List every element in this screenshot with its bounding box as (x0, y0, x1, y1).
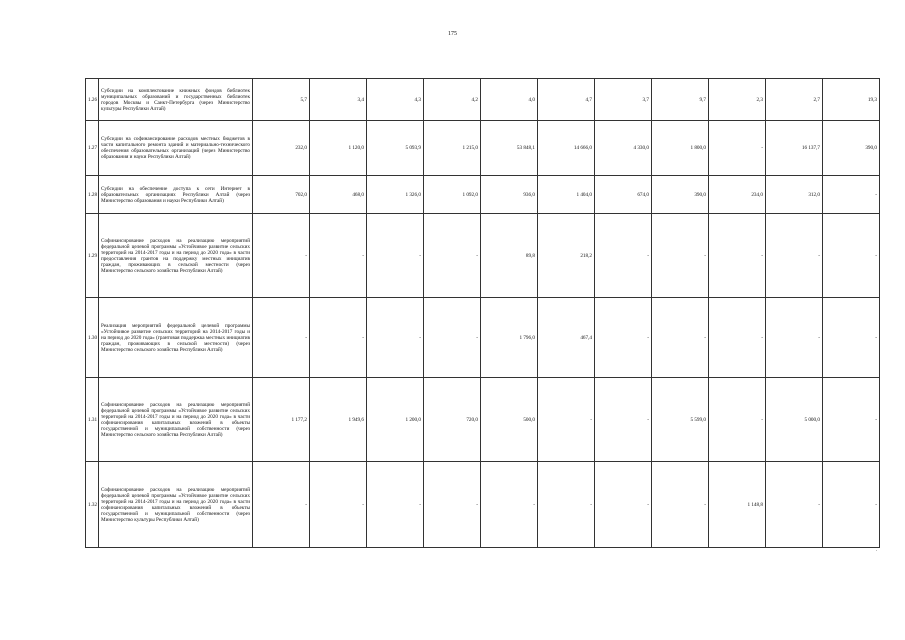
table-row (86, 462, 880, 548)
value-cell: - (253, 462, 310, 548)
value-cell: - (595, 462, 652, 548)
value-cell: 702,0 (253, 176, 310, 214)
value-cell: - (538, 378, 595, 462)
value-cell: 5,7 (253, 79, 310, 121)
row-number: 1.26 (86, 79, 99, 121)
table-row (86, 176, 880, 214)
value-cell: 4 330,0 (595, 121, 652, 176)
row-description: Софинансирование расходов на реализацию мероприятий федеральной целевой программы «Устойчивое развитие сельских территорий на 2014-2017 годы и на период до 2020 года» в части софинансирования капитальных вложений в объекты государственной и муниципальной собственности (через Министерство сельского хозяйства Республики Алтай) (99, 378, 253, 462)
value-cell: 218,2 (538, 214, 595, 298)
value-cell: - (253, 298, 310, 378)
value-cell: - (367, 462, 424, 548)
value-cell: 312,0 (766, 176, 823, 214)
value-cell: - (823, 462, 880, 548)
value-cell: 89,8 (481, 214, 538, 298)
value-cell: 1 200,0 (367, 378, 424, 462)
value-cell: - (652, 462, 709, 548)
value-cell: - (310, 214, 367, 298)
value-cell: - (310, 462, 367, 548)
trailing-mark: . (876, 548, 878, 553)
value-cell: - (367, 298, 424, 378)
page-number: 175 (448, 31, 457, 37)
value-cell: 1 796,0 (481, 298, 538, 378)
table-row (86, 79, 880, 121)
value-cell: - (709, 214, 766, 298)
value-cell: 1 404,0 (538, 176, 595, 214)
value-cell: 4,7 (538, 79, 595, 121)
value-cell: 720,0 (424, 378, 481, 462)
row-number: 1.28 (86, 176, 99, 214)
value-cell: - (709, 378, 766, 462)
value-cell: 1 949,6 (310, 378, 367, 462)
value-cell: - (424, 214, 481, 298)
value-cell: - (652, 214, 709, 298)
value-cell: - (823, 176, 880, 214)
value-cell: - (595, 298, 652, 378)
value-cell: 5 599,0 (652, 378, 709, 462)
value-cell: - (424, 298, 481, 378)
value-cell: 53 848,1 (481, 121, 538, 176)
table-row (86, 298, 880, 378)
value-cell: 468,0 (310, 176, 367, 214)
value-cell: 500,0 (481, 378, 538, 462)
row-description: Субсидии на комплектование книжных фондов библиотек муниципальных образований и государственных библиотек городов Москвы и Санкт-Петербурга (через Министерство культуры Республики Алтай) (99, 79, 253, 121)
value-cell: 19,3 (823, 79, 880, 121)
row-description: Реализация мероприятий федеральной целевой программы «Устойчивое развитие сельских территорий на 2014-2017 годы и на период до 2020 года» (грантовая поддержка местных инициатив граждан, проживающих в сельской местности) (через Министерство сельского хозяйства Республики Алтай) (99, 298, 253, 378)
value-cell: - (709, 298, 766, 378)
value-cell: 14 666,0 (538, 121, 595, 176)
value-cell: 3,4 (310, 79, 367, 121)
row-description: Субсидии на обеспечение доступа к сети Интернет в образовательных организациях Республики Алтай (через Министерство образования и науки Республики Алтай) (99, 176, 253, 214)
value-cell: - (595, 214, 652, 298)
value-cell: 5 093,9 (367, 121, 424, 176)
value-cell: - (481, 462, 538, 548)
value-cell: 9,7 (652, 79, 709, 121)
value-cell: - (310, 298, 367, 378)
value-cell: - (538, 462, 595, 548)
row-number: 1.31 (86, 378, 99, 462)
value-cell: - (253, 214, 310, 298)
value-cell: 232,0 (253, 121, 310, 176)
budget-table (85, 78, 880, 548)
value-cell: - (595, 378, 652, 462)
value-cell: - (823, 378, 880, 462)
table-row (86, 121, 880, 176)
value-cell: 467,4 (538, 298, 595, 378)
row-number: 1.30 (86, 298, 99, 378)
value-cell: - (424, 462, 481, 548)
value-cell: 390,0 (823, 121, 880, 176)
value-cell: 16 137,7 (766, 121, 823, 176)
table-row (86, 378, 880, 462)
row-description: Субсидии на софинансирование расходов местных бюджетов в части капитального ремонта зданий и материально-технического обеспечения образовательных организаций (через Министерство образования и науки Республики Алтай) (99, 121, 253, 176)
value-cell: 936,0 (481, 176, 538, 214)
value-cell: 1 092,0 (424, 176, 481, 214)
value-cell: 2,7 (766, 79, 823, 121)
value-cell: 1 326,0 (367, 176, 424, 214)
value-cell: 2,3 (709, 79, 766, 121)
table-row (86, 214, 880, 298)
value-cell: 1 800,0 (652, 121, 709, 176)
row-number: 1.32 (86, 462, 99, 548)
value-cell: 1 120,0 (310, 121, 367, 176)
value-cell: - (652, 298, 709, 378)
value-cell: - (766, 462, 823, 548)
value-cell: - (709, 121, 766, 176)
row-number: 1.27 (86, 121, 99, 176)
value-cell: 4,2 (424, 79, 481, 121)
row-description: Софинансирование расходов на реализацию мероприятий федеральной целевой программы «Устойчивое развитие сельских территорий на 2014-2017 годы и на период до 2020 года» в части софинансирования капитальных вложений в объекты государственной и муниципальной собственности (через Министерство культуры Республики Алтай) (99, 462, 253, 548)
value-cell: 390,0 (652, 176, 709, 214)
value-cell: - (823, 214, 880, 298)
value-cell: 4,3 (367, 79, 424, 121)
value-cell: - (367, 214, 424, 298)
value-cell: 4,0 (481, 79, 538, 121)
row-description: Софинансирование расходов на реализацию мероприятий федеральной целевой программы «Устойчивое развитие сельских территорий на 2014-2017 годы и на период до 2020 года» в части предоставления грантов на поддержку местных инициатив граждан, проживающих в сельской местности (через Министерство сельского хозяйства Республики Алтай) (99, 214, 253, 298)
row-number: 1.29 (86, 214, 99, 298)
value-cell: - (823, 298, 880, 378)
value-cell: 674,0 (595, 176, 652, 214)
value-cell: 234,0 (709, 176, 766, 214)
value-cell: 3,7 (595, 79, 652, 121)
value-cell: 5 000,0 (766, 378, 823, 462)
value-cell: 1 215,0 (424, 121, 481, 176)
value-cell: 1 148,8 (709, 462, 766, 548)
value-cell: - (766, 214, 823, 298)
value-cell: 1 177,2 (253, 378, 310, 462)
value-cell: - (766, 298, 823, 378)
